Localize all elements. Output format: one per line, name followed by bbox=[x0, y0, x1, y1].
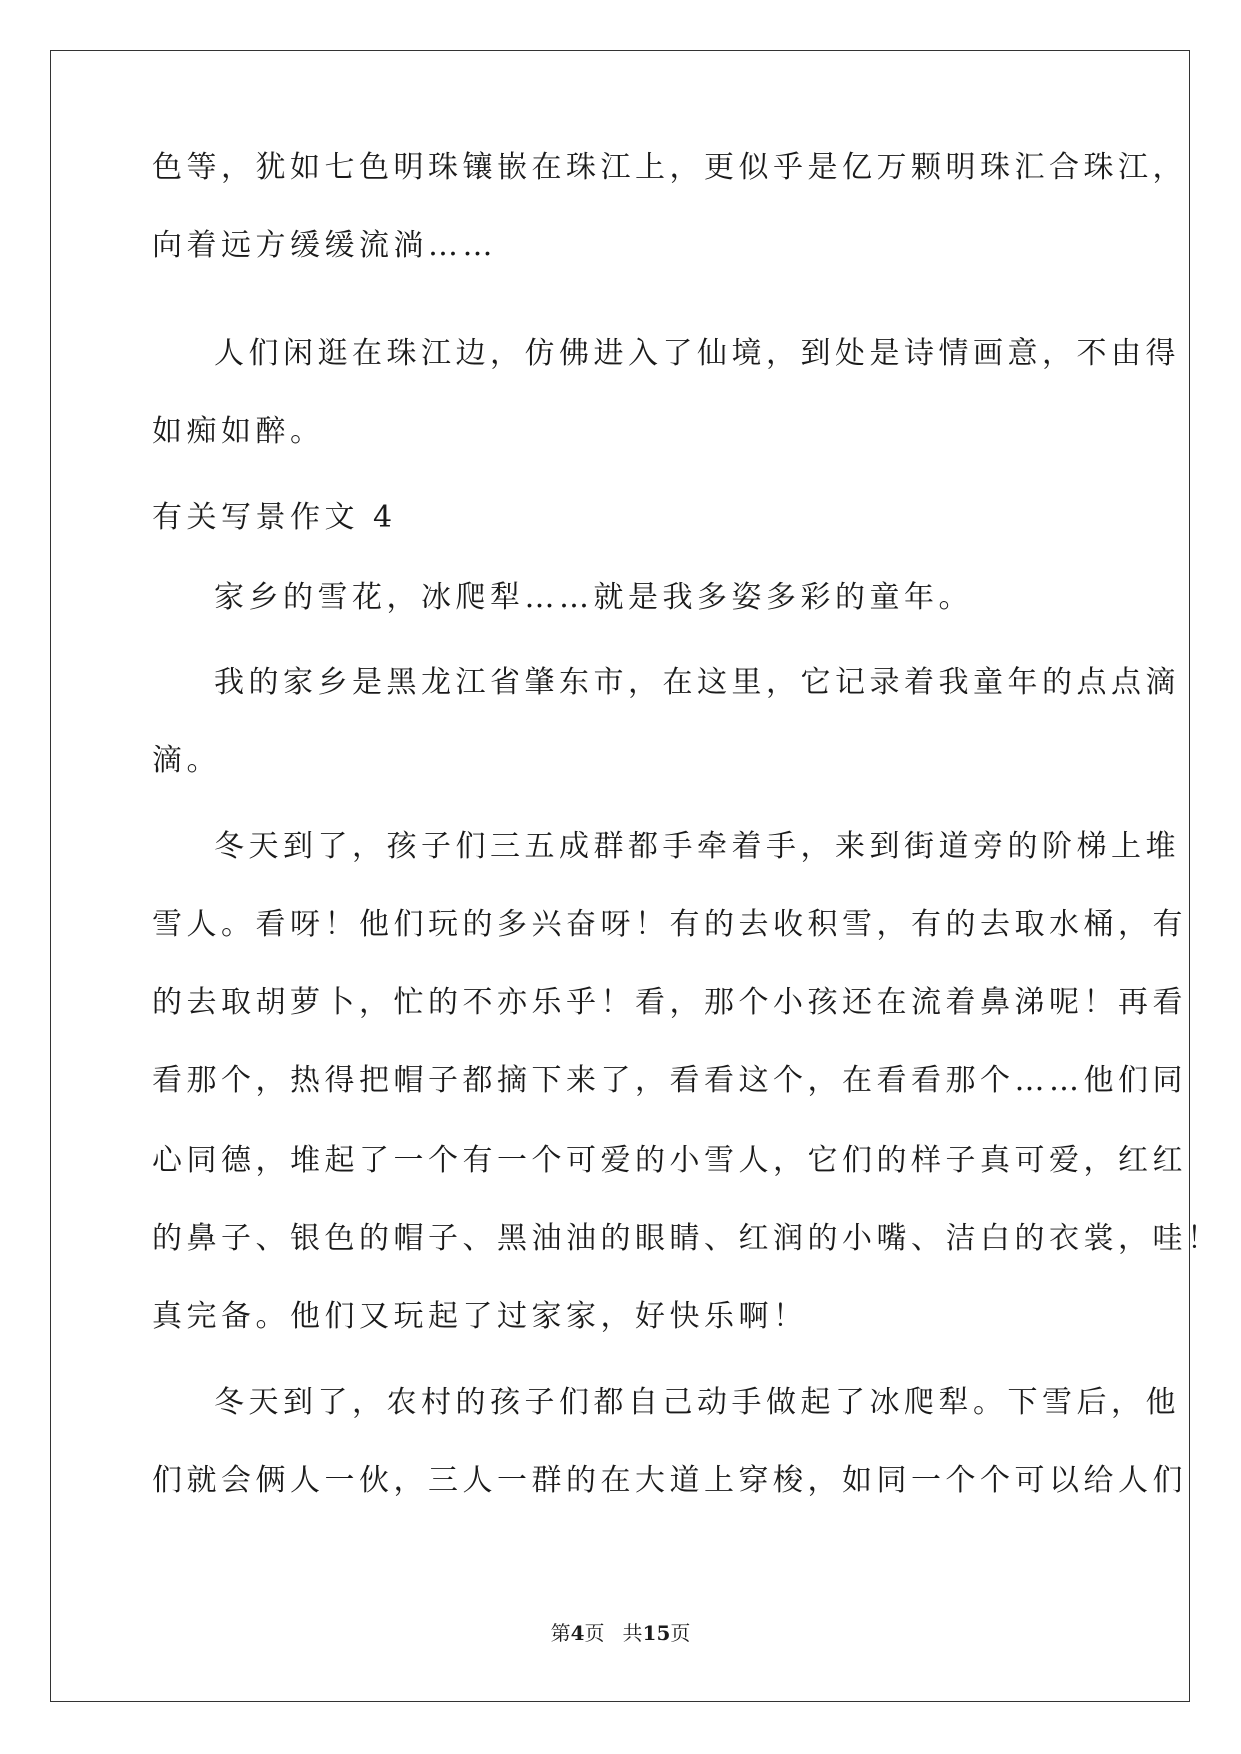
page-footer bbox=[0, 1620, 1241, 1646]
text-line: 雪人。看呀！他们玩的多兴奋呀！有的去收积雪，有的去取水桶，有 bbox=[152, 907, 1187, 942]
text-line: 向着远方缓缓流淌…… bbox=[152, 228, 497, 263]
page-prefix: 第 bbox=[550, 1621, 571, 1645]
text-line: 如痴如醉。 bbox=[152, 414, 325, 449]
text-line: 的去取胡萝卜，忙的不亦乐乎！看，那个小孩还在流着鼻涕呢！再看 bbox=[152, 985, 1187, 1020]
page-suffix: 页 bbox=[584, 1621, 605, 1645]
total-prefix: 共 bbox=[622, 1621, 643, 1645]
text-line: 们就会俩人一伙，三人一群的在大道上穿梭，如同一个个可以给人们 bbox=[152, 1463, 1187, 1498]
paragraph-line: 人们闲逛在珠江边，仿佛进入了仙境，到处是诗情画意，不由得 bbox=[214, 336, 1180, 371]
paragraph-line: 我的家乡是黑龙江省肇东市，在这里，它记录着我童年的点点滴 bbox=[214, 665, 1180, 700]
section-heading: 有关写景作文 4 bbox=[152, 500, 397, 535]
text-line: 真完备。他们又玩起了过家家，好快乐啊！ bbox=[152, 1299, 808, 1334]
text-line: 看那个，热得把帽子都摘下来了，看看这个，在看看那个……他们同 bbox=[152, 1063, 1187, 1098]
paragraph-line: 家乡的雪花，冰爬犁……就是我多姿多彩的童年。 bbox=[214, 580, 973, 615]
total-pages: 15 bbox=[642, 1621, 671, 1645]
paragraph-line: 冬天到了，农村的孩子们都自己动手做起了冰爬犁。下雪后，他 bbox=[214, 1385, 1180, 1420]
page-border bbox=[50, 50, 1190, 1702]
text-line: 色等，犹如七色明珠镶嵌在珠江上，更似乎是亿万颗明珠汇合珠江， bbox=[152, 150, 1187, 185]
total-suffix: 页 bbox=[670, 1621, 691, 1645]
page-number: 4 bbox=[570, 1621, 585, 1645]
paragraph-line: 冬天到了，孩子们三五成群都手牵着手，来到街道旁的阶梯上堆 bbox=[214, 829, 1180, 864]
text-line: 滴。 bbox=[152, 743, 221, 778]
text-line: 的鼻子、银色的帽子、黑油油的眼睛、红润的小嘴、洁白的衣裳，哇！ bbox=[152, 1221, 1222, 1256]
text-line: 心同德，堆起了一个有一个可爱的小雪人，它们的样子真可爱，红红 bbox=[152, 1143, 1187, 1178]
